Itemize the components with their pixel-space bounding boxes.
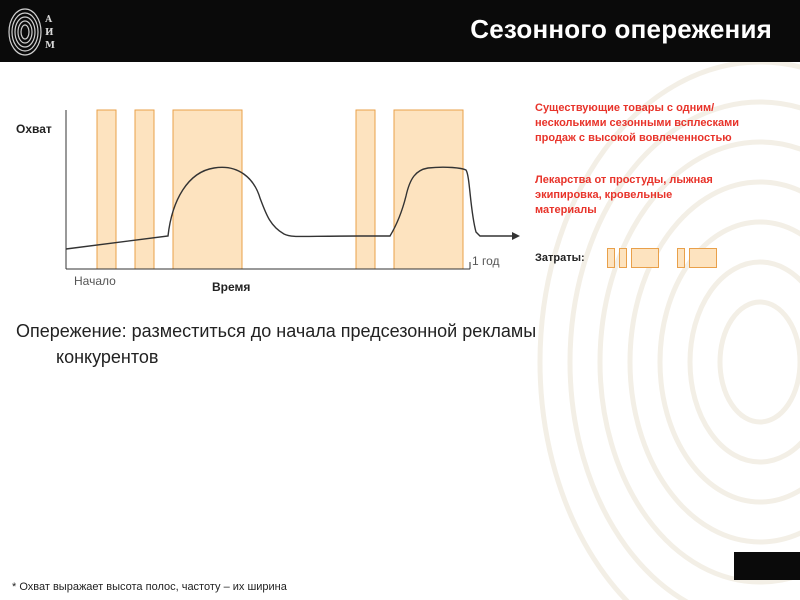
season-bar-4 (356, 110, 375, 269)
description-note: Существующие товары с одним/несколькими сезонными всплесками продаж с высокой вовлеченностью (535, 102, 740, 144)
page-title: Сезонного опережения (470, 14, 772, 44)
cost-bar-2 (619, 248, 627, 268)
main-statement-line2: конкурентов (56, 347, 159, 367)
costs-label: Затраты: (535, 252, 585, 264)
cost-bar-3 (631, 248, 659, 268)
curve-arrowhead (512, 232, 520, 240)
x-axis-label: Время (212, 280, 251, 294)
cost-bar-1 (607, 248, 615, 268)
season-bar-2 (135, 110, 154, 269)
cost-bar-4 (677, 248, 685, 268)
end-label: 1 год (472, 254, 500, 268)
footnote: * Охват выражает высота полос, частоту – их ширина (12, 581, 287, 593)
cost-bar-5 (689, 248, 717, 268)
main-statement-line1: Опережение: разместиться до начала предсезонной рекламы (16, 321, 537, 341)
logo-letters: А И М (45, 15, 55, 51)
y-axis-label: Охват (16, 122, 52, 136)
season-bar-5 (394, 110, 463, 269)
corner-box (734, 552, 800, 580)
main-statement (16, 318, 536, 370)
fingerprint-logo-icon (6, 4, 44, 58)
examples-note: Лекарства от простуды, лыжная экипировка, кровельные материалы (535, 174, 713, 216)
start-label: Начало (74, 274, 116, 288)
header-bar (0, 0, 800, 62)
